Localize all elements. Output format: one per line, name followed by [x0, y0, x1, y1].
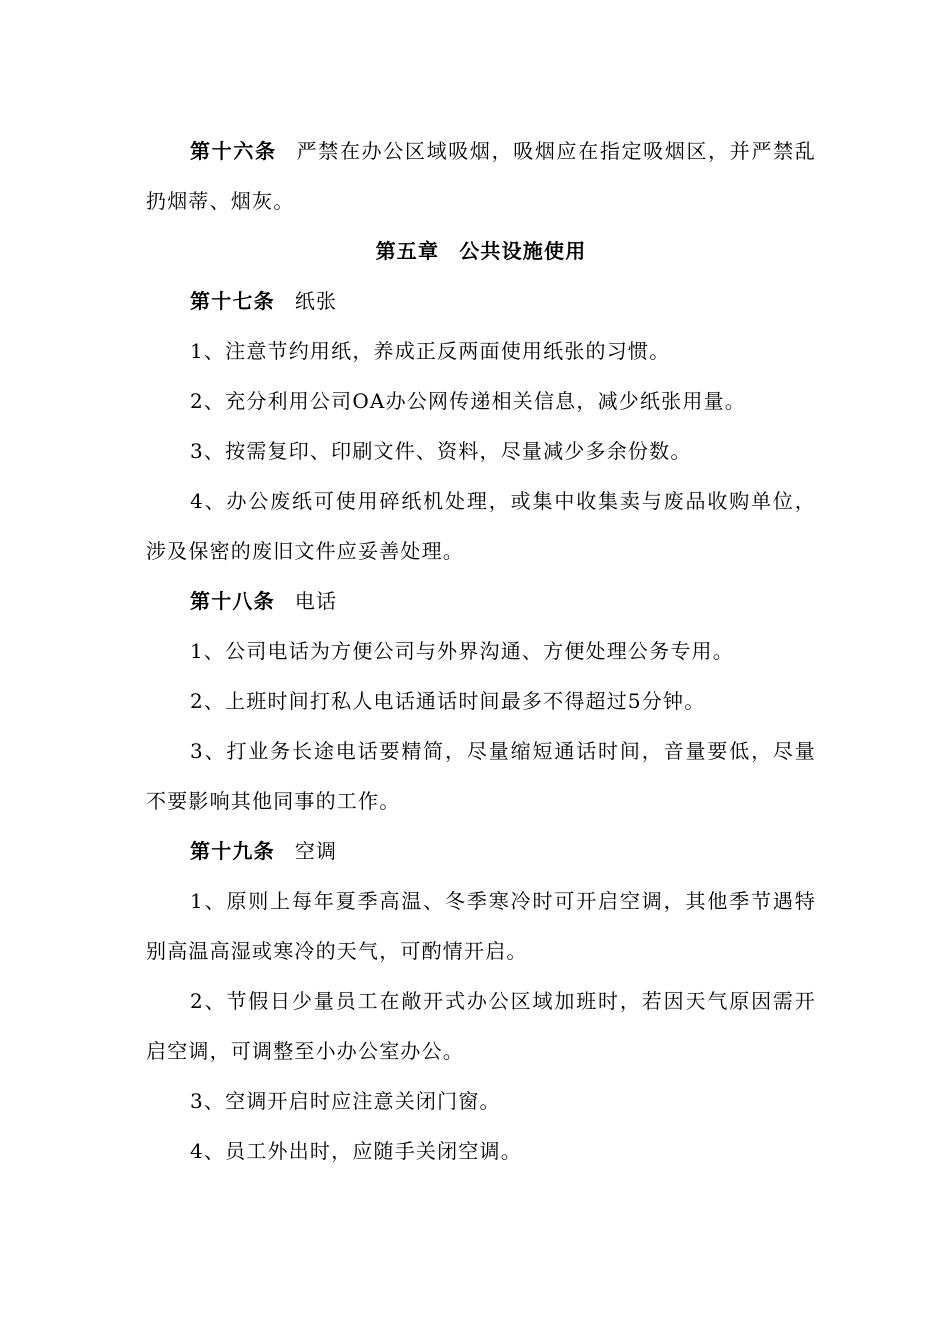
article-19-label: 第十九条	[190, 839, 275, 863]
article-17-item: 1、注意节约用纸，养成正反两面使用纸张的习惯。	[190, 339, 671, 363]
article-17-item: 4、办公废纸可使用碎纸机处理，或集中收集卖与废品收购单位，涉及保密的废旧文件应妥善处理。	[146, 489, 816, 563]
article-18-item: 3、打业务长途电话要精简，尽量缩短通话时间，音量要低，尽量不要影响其他同事的工作。	[146, 739, 816, 813]
article-17-label: 第十七条	[190, 289, 275, 313]
article-19-item: 3、空调开启时应注意关闭门窗。	[190, 1089, 501, 1113]
article-18-title: 电话	[294, 589, 338, 613]
article-18-heading	[146, 576, 816, 626]
article-19-item: 1、原则上每年夏季高温、冬季寒冷时可开启空调，其他季节遇特别高温高湿或寒冷的天气，可酌情开启。	[146, 889, 816, 963]
article-19-title: 空调	[294, 839, 338, 863]
article-17-item: 2、充分利用公司OA办公网传递相关信息，减少纸张用量。	[190, 389, 746, 413]
article-16-text: 严禁在办公区域吸烟，吸烟应在指定吸烟区，并严禁乱扔烟蒂、烟灰。	[146, 139, 816, 213]
chapter-5-number: 第五章	[375, 239, 440, 263]
chapter-5-title: 公共设施使用	[459, 239, 587, 263]
article-16	[146, 126, 816, 226]
document-page	[146, 126, 816, 1176]
article-19-item: 4、员工外出时，应随手关闭空调。	[190, 1139, 522, 1163]
article-17-title: 纸张	[294, 289, 338, 313]
chapter-5-heading	[146, 226, 816, 276]
article-19-item: 2、节假日少量员工在敞开式办公区域加班时，若因天气原因需开启空调，可调整至小办公室办公。	[146, 989, 816, 1063]
article-18-item: 2、上班时间打私人电话通话时间最多不得超过5分钟。	[190, 689, 706, 713]
article-19-heading	[146, 826, 816, 876]
article-16-label: 第十六条	[190, 139, 277, 163]
article-18-item: 1、公司电话为方便公司与外界沟通、方便处理公务专用。	[190, 639, 734, 663]
article-17-heading	[146, 276, 816, 326]
article-17-item: 3、按需复印、印刷文件、资料，尽量减少多余份数。	[190, 439, 692, 463]
article-18-label: 第十八条	[190, 589, 275, 613]
